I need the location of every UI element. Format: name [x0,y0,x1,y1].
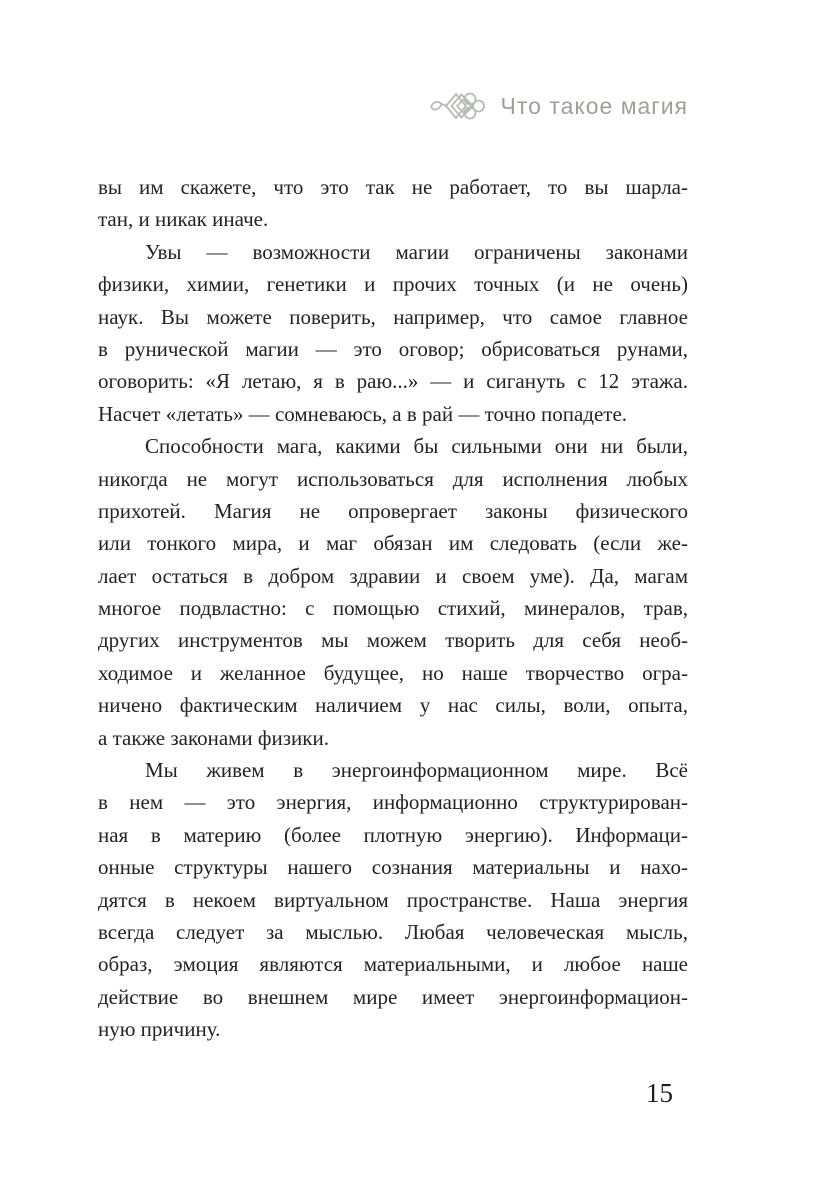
text-line: а также законами физики. [98,725,329,750]
running-head [0,86,688,126]
celtic-knot-ornament-icon [430,86,488,126]
text-line: Насчет «летать» — сомневаюсь, а в рай — точно попадете. [98,401,628,426]
text-line: многое подвластно: с помощью стихий, минералов, трав, [98,596,688,621]
text-line: Способности мага, какими бы сильными они ни были, [145,434,688,459]
text-line: ная в материю (более плотную энергию). Информаци- [98,822,688,847]
text-line: физики, химии, генетики и прочих точных (и не очень) [98,272,688,297]
running-head-title: Что такое магия [500,92,688,119]
text-line: в рунической магии — это оговор; обрисоваться рунами, [98,336,688,361]
text-line: лает остаться в добром здравии и своем уме). Да, магам [98,563,688,588]
text-line: Мы живем в энергоинформационном мире. Всё [145,758,688,783]
text-line: в нем — это энергия, информационно структурирован- [98,790,688,815]
text-line: всегда следует за мыслью. Любая человеческая мысль, [98,919,688,944]
text-line: онные структуры нашего сознания материальны и нахо- [98,855,688,880]
text-line: ходимое и желанное будущее, но наше творчество огра- [98,660,688,685]
text-line: Увы — возможности магии ограничены законами [145,239,688,264]
body-text [98,171,688,1046]
text-line: наук. Вы можете поверить, например, что самое главное [98,304,688,329]
text-line: тан, и никак иначе. [98,207,269,232]
text-line: ничено фактическим наличием у нас силы, воли, опыта, [98,693,688,718]
text-line: действие во внешнем мире имеет энергоинформацион- [98,984,688,1009]
text-line: ную причину. [98,1017,221,1042]
text-line: оговорить: «Я летаю, я в раю...» — и сигануть с 12 этажа. [98,369,688,394]
text-line: вы им скажете, что это так не работает, то вы шарла- [98,175,688,199]
text-line: дятся в некоем виртуальном пространстве. Наша энергия [98,887,688,912]
text-line: никогда не могут использоваться для исполнения любых [98,466,688,491]
text-line: образ, эмоция являются материальными, и любое наше [98,952,688,977]
text-line: прихотей. Магия не опровергает законы физического [98,498,688,523]
text-line: или тонкого мира, и маг обязан им следовать (если же- [98,531,688,556]
page-number: 15 [646,1078,673,1108]
text-line: других инструментов мы можем творить для себя необ- [98,628,688,653]
